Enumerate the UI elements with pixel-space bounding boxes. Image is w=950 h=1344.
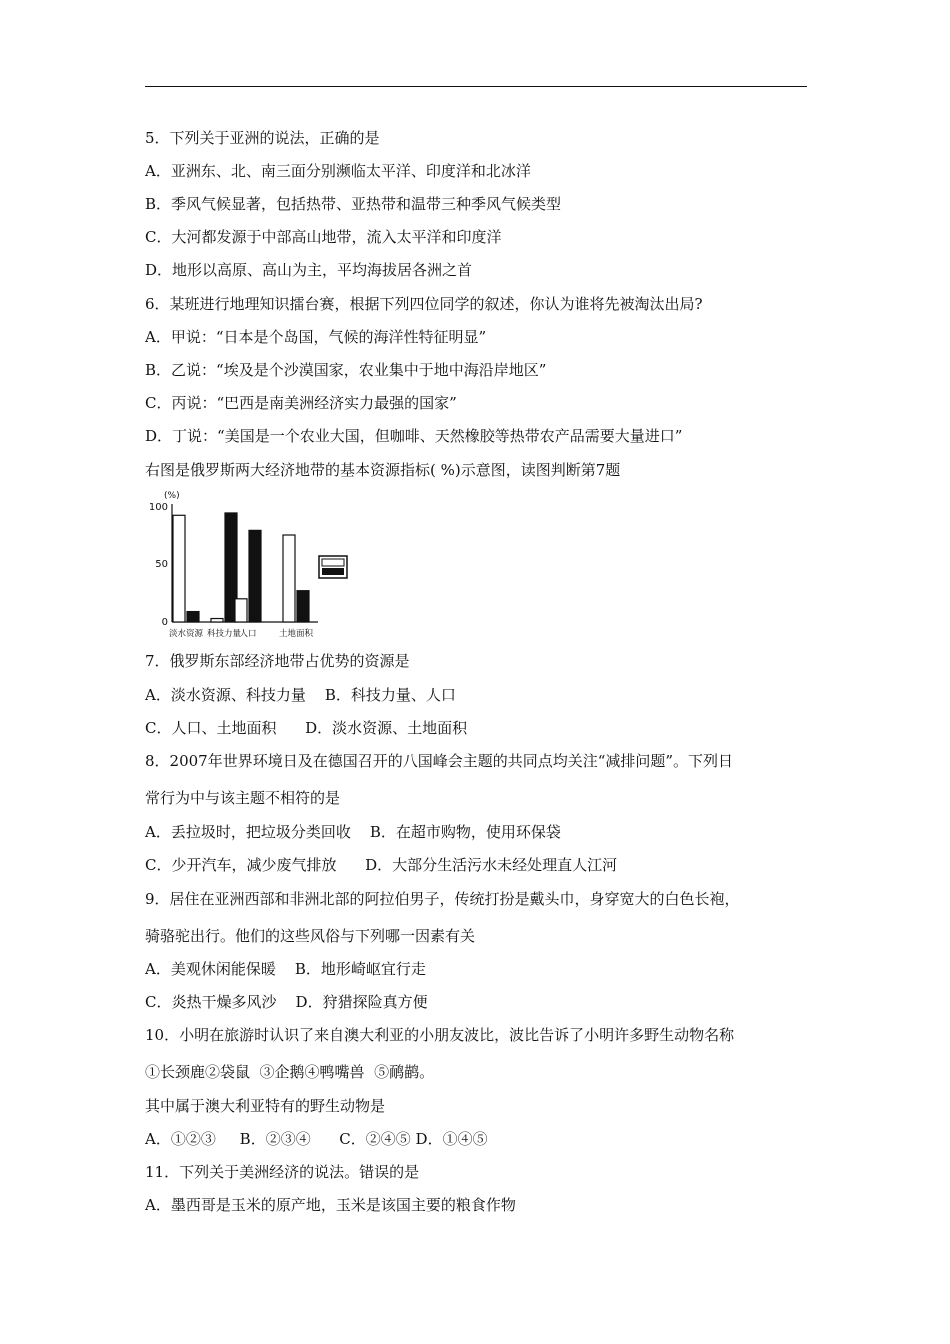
legend-swatch-black <box>322 568 344 575</box>
q7-options-ab: A．淡水资源、科技力量 B．科技力量、人口 <box>145 686 456 704</box>
question-8-cont: 常行为中与该主题不相符的是 <box>145 789 341 807</box>
question-10-animals: ①长颈鹿②袋鼠 ③企鹅④鸭嘴兽 ⑤鸸鹋。 <box>145 1063 435 1081</box>
question-11: 11．下列关于美洲经济的说法。错误的是 <box>145 1163 420 1181</box>
bar-white-1 <box>211 619 223 622</box>
question-7: 7．俄罗斯东部经济地带占优势的资源是 <box>145 652 410 670</box>
q6-option-b: B．乙说：“埃及是个沙漠国家，农业集中于地中海沿岸地区” <box>145 361 547 379</box>
q9-options-cd: C．炎热干燥多风沙 D．狩猎探险真方便 <box>145 993 428 1011</box>
y-tick-0: 0 <box>161 617 168 628</box>
q5-option-a: A．亚洲东、北、南三面分别濒临太平洋、印度洋和北冰洋 <box>145 162 531 180</box>
question-10-prompt: 其中属于澳大利亚特有的野生动物是 <box>145 1097 386 1115</box>
header-rule <box>145 86 807 87</box>
q11-option-a: A．墨西哥是玉米的原产地，玉米是该国主要的粮食作物 <box>145 1196 516 1214</box>
question-9-cont: 骑骆驼出行。他们的这些风俗与下列哪一因素有关 <box>145 927 476 945</box>
q5-option-c: C．大河都发源于中部高山地带，流入太平洋和印度洋 <box>145 228 502 246</box>
bar-black-3 <box>297 591 309 622</box>
chart-intro: 右图是俄罗斯两大经济地带的基本资源指标( %)示意图，读图判断第7题 <box>145 461 621 479</box>
bar-white-0 <box>173 515 185 622</box>
bar-black-0 <box>187 612 199 622</box>
q6-option-a: A．甲说：“日本是个岛国，气候的海洋性特征明显” <box>145 328 487 346</box>
question-8: 8．2007年世界环境日及在德国召开的八国峰会主题的共同点均关注“减排问题”。下列日 <box>145 752 734 770</box>
q7-options-cd: C．人口、土地面积 D．淡水资源、土地面积 <box>145 719 468 737</box>
question-6: 6．某班进行地理知识擂台赛，根据下列四位同学的叙述，你认为谁将先被淘汰出局? <box>145 295 703 313</box>
q9-options-ab: A．美观休闲能保暖 B．地形崎岖宜行走 <box>145 960 426 978</box>
q6-option-d: D．丁说：“美国是一个农业大国，但咖啡、天然橡胶等热带农产品需要大量进口” <box>145 427 683 445</box>
y-axis-label: (%) <box>164 491 180 501</box>
q5-option-d: D．地形以高原、高山为主，平均海拔居各洲之首 <box>145 261 473 279</box>
x-tick-label-0: 淡水资源 <box>168 629 204 639</box>
bar-white-3 <box>283 535 295 622</box>
resource-bar-chart <box>140 484 360 644</box>
x-tick-label-2: 人口 <box>239 629 257 639</box>
question-10: 10．小明在旅游时认识了来自澳大利亚的小朋友波比，波比告诉了小明许多野生动物名称 <box>145 1026 735 1044</box>
question-9: 9．居住在亚洲西部和非洲北部的阿拉伯男子，传统打扮是戴头巾，身穿宽大的白色长袍， <box>145 890 740 908</box>
q5-option-b: B．季风气候显著，包括热带、亚热带和温带三种季风气候类型 <box>145 195 562 213</box>
y-tick-100: 100 <box>148 502 168 513</box>
q6-option-c: C．丙说：“巴西是南美洲经济实力最强的国家” <box>145 394 457 412</box>
bar-black-2 <box>249 530 261 622</box>
q8-options-ab: A．丢拉圾时，把垃圾分类回收 B．在超市购物，使用环保袋 <box>145 823 561 841</box>
bar-white-2 <box>235 599 247 622</box>
x-tick-label-3: 土地面积 <box>278 629 314 639</box>
q8-options-cd: C．少开汽车，减少废气排放 D．大部分生活污水未经处理直人江河 <box>145 856 618 874</box>
q10-options: A．①②③ B．②③④ C．②④⑤ D．①④⑤ <box>145 1130 488 1148</box>
x-tick-label-1: 科技力量 <box>206 629 242 639</box>
legend <box>319 556 347 578</box>
question-5: 5．下列关于亚洲的说法，正确的是 <box>145 129 380 147</box>
y-tick-50: 50 <box>155 559 168 570</box>
legend-swatch-white <box>322 559 344 566</box>
